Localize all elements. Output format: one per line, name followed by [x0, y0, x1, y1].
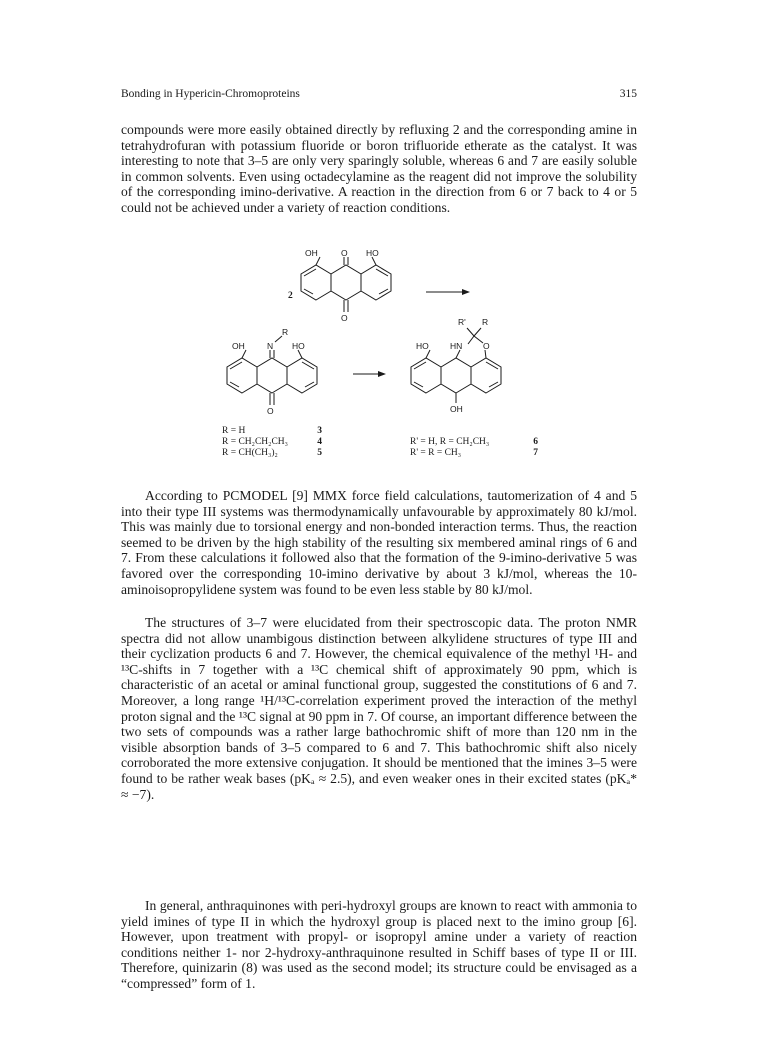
legend-6-number: 6: [533, 437, 538, 447]
cmp2-label-o-bottom: O: [341, 313, 348, 323]
cmp2-label-o-top: O: [341, 248, 348, 258]
cmp35-label-r: R: [282, 327, 289, 337]
reaction-scheme: [200, 246, 560, 476]
cmp67-label-ho: HO: [416, 341, 429, 351]
legend-4-number: 4: [317, 437, 322, 447]
cmp35-label-n: N: [267, 341, 274, 351]
legend-7-text: R' = R = CH₃: [410, 448, 462, 458]
compound-6-7-structure: [411, 328, 501, 403]
body-paragraph-3: [121, 615, 637, 802]
legend-6-text: R' = H, R = CH₂CH₃: [410, 437, 490, 447]
running-title: Bonding in Hypericin-Chromoproteins: [121, 88, 300, 100]
cmp2-number: 2: [288, 291, 293, 301]
cmp67-label-hn: HN: [450, 341, 463, 351]
paragraph-4-text: In general, anthraquinones with peri-hydroxyl groups are known to react with ammonia to yield imines of type II in which the hydroxyl group is placed next to the imino group [6]. However, upon treatment with propyl- or isopropyl amine under a variety of reaction conditions neither 1- nor 2-hydroxy-anthraquinone resulted in Schiff bases of type II or III. Therefore, quinizarin (8) was used as the second model; its structure could be envisaged as a “compressed” form of 1.: [121, 898, 637, 991]
cmp35-label-o: O: [267, 406, 274, 416]
compound-2-structure: [301, 257, 391, 312]
legend-7-number: 7: [533, 448, 538, 458]
body-paragraph-4: [121, 898, 637, 992]
cmp67-label-r-prime: R': [458, 317, 466, 327]
legend-3-text: R = H: [222, 426, 246, 436]
page-number: 315: [619, 88, 637, 100]
legend-4-text: R = CH₂CH₂CH₃: [222, 437, 288, 447]
legend-5-number: 5: [317, 448, 322, 458]
cmp67-label-o: O: [483, 341, 490, 351]
cmp67-label-r: R: [482, 317, 489, 327]
cmp35-label-ho: HO: [292, 341, 305, 351]
body-paragraph-2: [121, 488, 637, 597]
body-paragraph-1: compounds were more easily obtained directly by refluxing 2 and the corresponding amine in tetrahydrofuran with potassium fluoride or boron trifluoride etherate as the catalyst. It was interesting to note that 3–5 are only very sparingly soluble, whereas 6 and 7 are easily soluble in common solvents. Even using octadecylamine as the reagent did not improve the solubility of the corresponding imino-derivative. A reaction in the direction from 6 or 7 back to 4 or 5 could not be achieved under a variety of reaction conditions.: [121, 122, 637, 215]
legend-compounds-6-7: [410, 437, 538, 459]
cmp2-label-oh: OH: [305, 248, 318, 258]
cmp2-label-ho: HO: [366, 248, 379, 258]
legend-3-number: 3: [317, 426, 322, 436]
legend-compounds-3-5: [222, 426, 342, 459]
paragraph-3-text: The structures of 3–7 were elucidated from their spectroscopic data. The proton NMR spectra did not allow unambigous distinction between alkylidene structures of type III and their cyclization products 6 and 7. However, the chemical equivalence of the methyl ¹H- and ¹³C-shifts in 7 together with a ¹³C chemical shift of approximately 90 ppm, which is characteristic of an acetal or aminal functional group, suggested the constitutions of 6 and 7. Moreover, a long range ¹H/¹³C-correlation experiment proved the interaction of the methyl proton signal and the ¹³C signal at 90 ppm in 7. Of course, an important difference between the two sets of compounds was a rather large bathochromic shift of more than 120 nm in the visible absorption bands of 3–5 compared to 6 and 7. This bathochromic shift also nicely corroborated the more extensive conjugation. It should be mentioned that the imines 3–5 were found to be rather weak bases (pKₐ ≈ 2.5), and even weaker ones in their excited states (pKₐ* ≈ −7).: [121, 615, 637, 802]
cmp35-label-oh: OH: [232, 341, 245, 351]
paragraph-2-text: According to PCMODEL [9] MMX force field calculations, tautomerization of 4 and 5 into their type III systems was thermodynamically unfavourable by approximately 80 kJ/mol. This was mainly due to torsional energy and non-bonded interaction terms. Thus, the reaction seemed to be driven by the high stability of the resulting six membered aminal rings of 6 and 7. From these calculations it followed also that the formation of the 9-imino-derivative 5 was favored over the corresponding 10-imino derivative by about 3 kJ/mol, whereas the 10-aminoisopropylidene system was found to be even less stable by 80 kJ/mol.: [121, 488, 637, 597]
legend-5-text: R = CH(CH₃)₂: [222, 448, 278, 458]
running-header: [121, 88, 637, 104]
cmp67-label-oh: OH: [450, 404, 463, 414]
